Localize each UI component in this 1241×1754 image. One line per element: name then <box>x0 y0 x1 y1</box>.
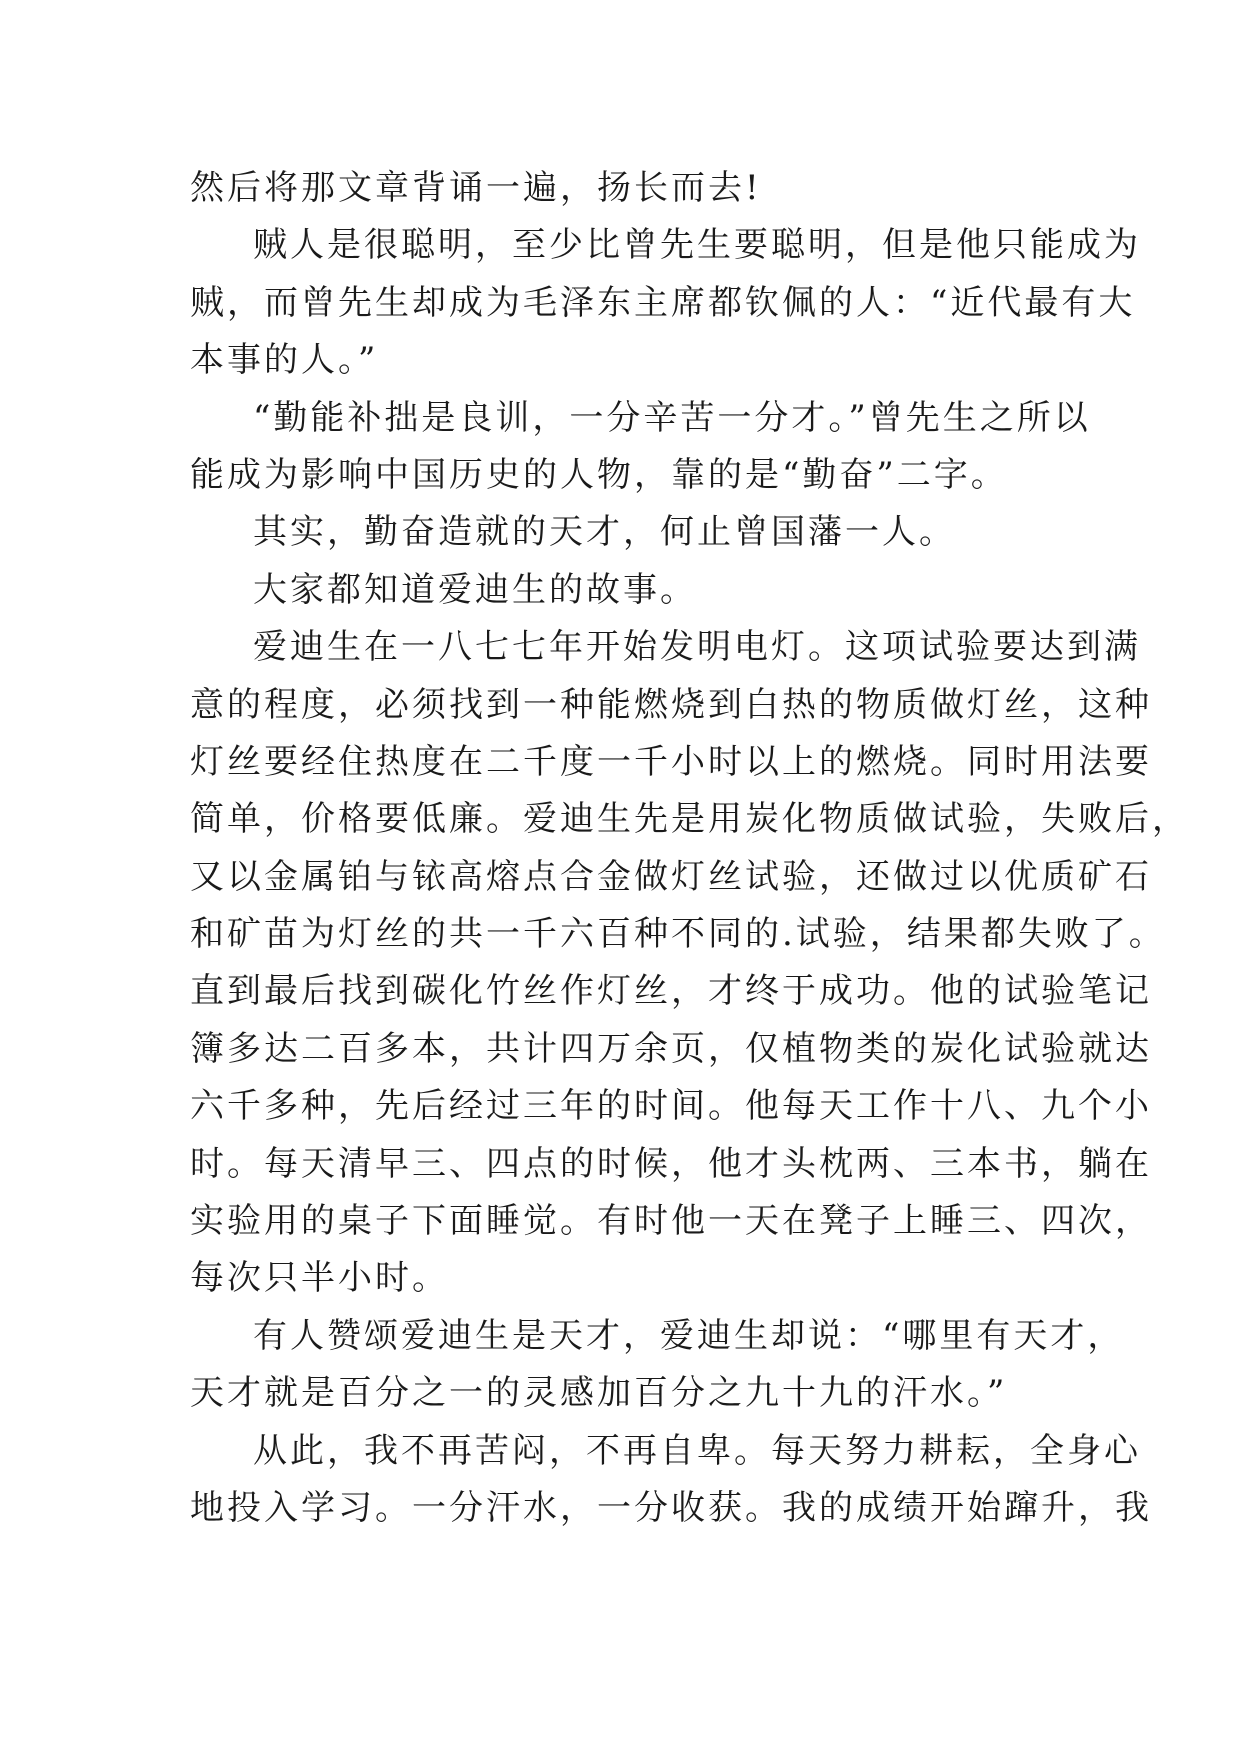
text-line: 六千多种，先后经过三年的时间。他每天工作十八、九个小 <box>190 1086 1152 1127</box>
text-line: 本事的人。” <box>190 340 379 381</box>
text-line: 其实，勤奋造就的天才，何止曾国藩一人。 <box>253 512 956 553</box>
text-line: 贼，而曾先生却成为毛泽东主席都钦佩的人：“近代最有大 <box>190 282 1136 323</box>
text-line: 从此，我不再苦闷，不再自卑。每天努力耕耘，全身心 <box>253 1430 1141 1471</box>
text-line: 贼人是很聪明，至少比曾先生要聪明，但是他只能成为 <box>253 225 1141 266</box>
text-line: 实验用的桌子下面睡觉。有时他一天在凳子上睡三、四次， <box>190 1201 1152 1242</box>
text-line: 簿多达二百多本，共计四万余页，仅植物类的炭化试验就达 <box>190 1028 1152 1069</box>
text-line: 爱迪生在一八七七年开始发明电灯。这项试验要达到满 <box>253 627 1141 668</box>
text-line: 时。每天清早三、四点的时候，他才头枕两、三本书，躺在 <box>190 1143 1152 1184</box>
text-line: 大家都知道爱迪生的故事。 <box>253 569 697 610</box>
text-line: 直到最后找到碳化竹丝作灯丝，才终于成功。他的试验笔记 <box>190 971 1152 1012</box>
text-line: “勤能补拙是良训，一分辛苦一分才。”曾先生之所以 <box>253 397 1091 438</box>
text-line: 意的程度，必须找到一种能燃烧到白热的物质做灯丝，这种 <box>190 684 1152 725</box>
text-line: 地投入学习。一分汗水，一分收获。我的成绩开始蹿升，我 <box>190 1487 1152 1528</box>
text-line: 能成为影响中国历史的人物，靠的是“勤奋”二字。 <box>190 454 1008 495</box>
text-line: 又以金属铂与铱高熔点合金做灯丝试验，还做过以优质矿石 <box>190 856 1152 897</box>
text-line: 有人赞颂爱迪生是天才，爱迪生却说：“哪里有天才， <box>253 1315 1125 1356</box>
text-line: 天才就是百分之一的灵感加百分之九十九的汗水。” <box>190 1373 1008 1414</box>
body-text <box>190 160 1189 1537</box>
text-line: 每次只半小时。 <box>190 1258 449 1299</box>
text-line: 然后将那文章背诵一遍，扬长而去! <box>190 168 762 208</box>
text-line: 简单，价格要低廉。爱迪生先是用炭化物质做试验，失败后， <box>190 799 1189 840</box>
text-line: 灯丝要经住热度在二千度一千小时以上的燃烧。同时用法要 <box>190 741 1152 782</box>
text-line: 和矿苗为灯丝的共一千六百种不同的.试验，结果都失败了。 <box>190 914 1166 955</box>
